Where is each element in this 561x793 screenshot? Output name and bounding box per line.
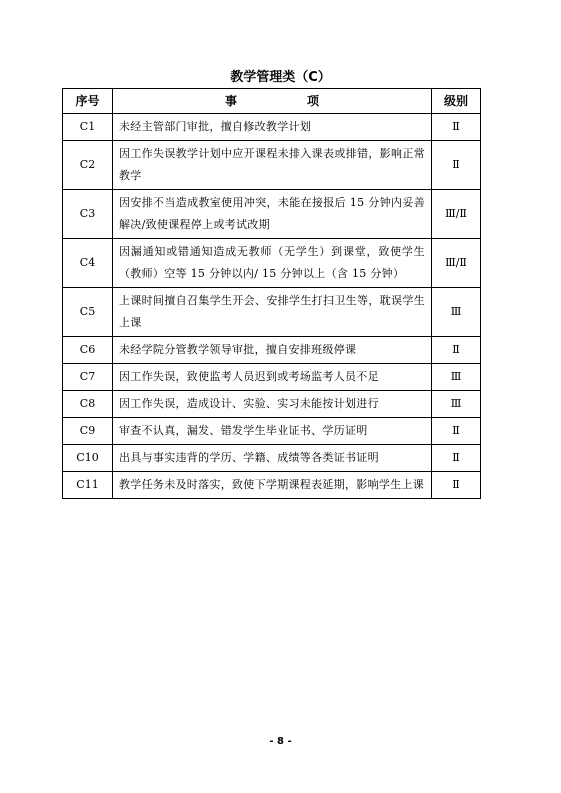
row-item-text: 因安排不当造成教室使用冲突，未能在接报后 15 分钟内妥善解决/致使课程停上或考试改期 — [113, 190, 432, 239]
header-no: 序号 — [63, 89, 113, 114]
row-number: C10 — [63, 445, 113, 472]
row-level: Ⅲ/Ⅱ — [432, 239, 481, 288]
row-number: C6 — [63, 337, 113, 364]
row-level: Ⅲ/Ⅱ — [432, 190, 481, 239]
section-title: 教学管理类（C） — [230, 70, 331, 85]
row-item-text: 上课时间擅自召集学生开会、安排学生打扫卫生等，耽误学生上课 — [113, 288, 432, 337]
header-item-right: 项 — [307, 94, 320, 108]
row-level: Ⅱ — [432, 445, 481, 472]
header-item-left: 事 — [224, 94, 237, 108]
header-level: 级别 — [432, 89, 481, 114]
rules-table — [62, 88, 481, 499]
header-item — [113, 89, 432, 114]
row-number: C9 — [63, 418, 113, 445]
table-row — [63, 141, 481, 190]
row-item-text: 未经学院分管教学领导审批，擅自安排班级停课 — [113, 337, 432, 364]
row-level: Ⅲ — [432, 391, 481, 418]
row-number: C4 — [63, 239, 113, 288]
row-level: Ⅲ — [432, 364, 481, 391]
row-item-text: 未经主管部门审批，擅自修改教学计划 — [113, 114, 432, 141]
row-number: C3 — [63, 190, 113, 239]
row-level: Ⅱ — [432, 141, 481, 190]
table-row — [63, 190, 481, 239]
row-level: Ⅲ — [432, 288, 481, 337]
row-level: Ⅱ — [432, 418, 481, 445]
table-row — [63, 288, 481, 337]
row-number: C5 — [63, 288, 113, 337]
row-item-text: 因工作失误教学计划中应开课程未排入课表或排错，影响正常教学 — [113, 141, 432, 190]
table-row — [63, 391, 481, 418]
row-item-text: 审查不认真，漏发、错发学生毕业证书、学历证明 — [113, 418, 432, 445]
row-item-text: 教学任务未及时落实，致使下学期课程表延期，影响学生上课 — [113, 472, 432, 499]
table-row — [63, 418, 481, 445]
table-row — [63, 239, 481, 288]
table-row — [63, 472, 481, 499]
row-level: Ⅱ — [432, 472, 481, 499]
table-row — [63, 445, 481, 472]
row-item-text: 因漏通知或错通知造成无教师（无学生）到课堂，致使学生（教师）空等 15 分钟以内/ 15 分钟以上（含 15 分钟） — [113, 239, 432, 288]
row-level: Ⅱ — [432, 337, 481, 364]
row-item-text: 因工作失误，致使监考人员迟到或考场监考人员不足 — [113, 364, 432, 391]
row-number: C7 — [63, 364, 113, 391]
table-row — [63, 114, 481, 141]
table-row — [63, 364, 481, 391]
row-number: C2 — [63, 141, 113, 190]
page-number: - 8 - — [269, 736, 292, 747]
row-number: C8 — [63, 391, 113, 418]
row-item-text: 因工作失误，造成设计、实验、实习未能按计划进行 — [113, 391, 432, 418]
row-level: Ⅱ — [432, 114, 481, 141]
row-number: C1 — [63, 114, 113, 141]
row-item-text: 出具与事实违背的学历、学籍、成绩等各类证书证明 — [113, 445, 432, 472]
table-row — [63, 337, 481, 364]
table-header-row — [63, 89, 481, 114]
row-number: C11 — [63, 472, 113, 499]
